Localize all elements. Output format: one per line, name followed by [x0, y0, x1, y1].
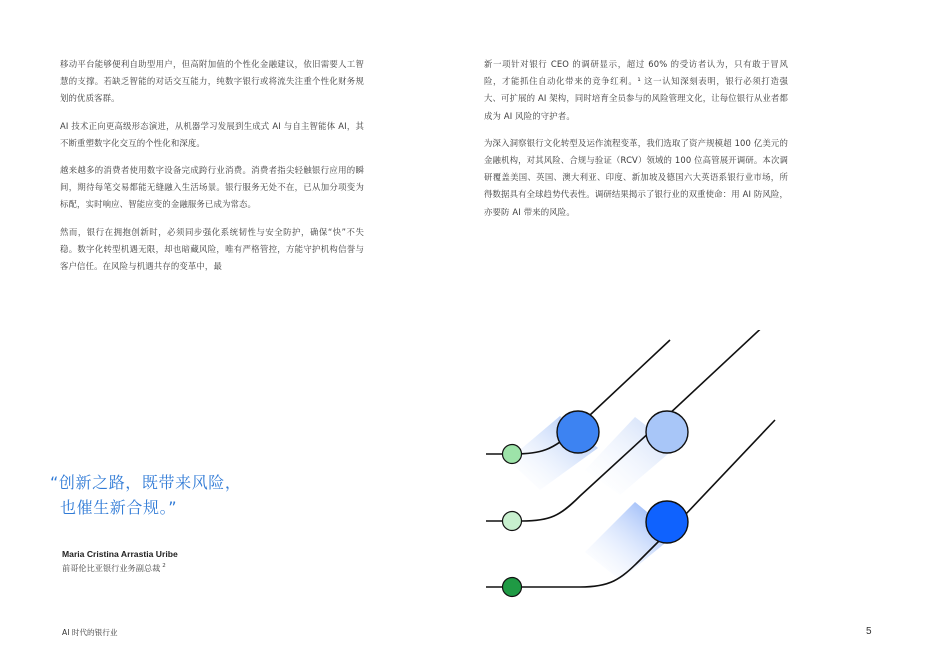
- quote-attribution: [62, 548, 178, 576]
- right-text-column: [484, 56, 788, 231]
- node-blue-mid: [557, 411, 599, 453]
- network-illustration: [470, 330, 790, 610]
- node-green-pale: [503, 512, 522, 531]
- pull-quote: [50, 470, 310, 520]
- footer-title: AI 时代的银行业: [62, 628, 118, 637]
- quote-line-1: “创新之路，既带来风险，: [50, 473, 242, 492]
- paragraph: 新一项针对银行 CEO 的调研显示，超过 60% 的受访者认为，只有敢于冒风险，才能抓住自动化带来的竞争红利。¹ 这一认知深刻表明，银行必须打造强大、可扩展的 AI 架构，同时培育全员参与的风险管理文化，让每位银行从业者都成为 AI 风险的守护者。: [484, 59, 788, 121]
- author-role-text: 前哥伦比亚银行业务副总裁: [62, 563, 161, 573]
- node-green-dark: [503, 578, 522, 597]
- footnote-marker: 2: [162, 563, 166, 569]
- paragraph: AI 技术正向更高级形态演进，从机器学习发展到生成式 AI 与自主智能体 AI，其不断重塑数字化交互的个性化和深度。: [60, 120, 364, 148]
- quote-line-2: 也催生新合规。”: [60, 498, 178, 517]
- paragraph: 越来越多的消费者使用数字设备完成跨行业消费。消费者指尖轻触银行应用的瞬间，期待每笔交易都能无缝融入生活场景。银行服务无处不在，已从加分项变为标配，实时响应、智能应变的金融服务已成为常态。: [60, 165, 364, 210]
- page-number: 5: [866, 626, 872, 637]
- paragraph: 然而，银行在拥抱创新时，必须同步强化系统韧性与安全防护，确保“快”不失稳。数字化转型机遇无限，却也暗藏风险，唯有严格管控，方能守护机构信誉与客户信任。在风险与机遇共存的变革中，最: [60, 226, 364, 272]
- node-blue-light: [646, 411, 688, 453]
- paragraph: 移动平台能够便利自助型用户，但高附加值的个性化金融建议，依旧需要人工智慧的支撑。若缺乏智能的对话交互能力，纯数字银行或将流失注重个性化财务规划的优质客群。: [60, 59, 364, 104]
- node-green-light: [503, 445, 522, 464]
- paragraph: 为深入洞察银行文化转型及运作流程变革，我们选取了资产规模超 100 亿美元的金融机构，对其风险、合规与验证（RCV）领域的 100 位高管展开调研。本次调研覆盖美国、英国、澳大利亚、印度、新加坡及德国六大英语系银行业市场，所得数据具有全球趋势代表性。调研结果揭示了银行业的双重使命：用 AI 防风险，亦要防 AI 带来的风险。: [484, 137, 788, 217]
- left-text-column: [60, 56, 364, 285]
- author-name: Maria Cristina Arrastia Uribe: [62, 549, 178, 559]
- author-role: [62, 561, 178, 576]
- connector-line: [685, 420, 775, 515]
- node-blue-strong: [646, 501, 688, 543]
